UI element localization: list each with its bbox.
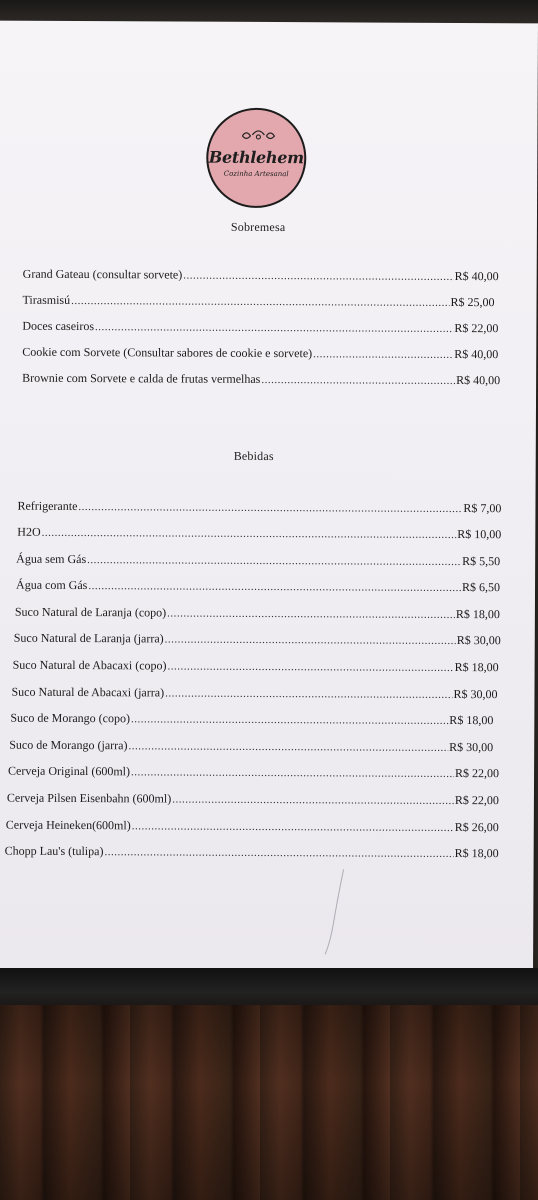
- menu-item: [16, 578, 500, 597]
- item-name: Doces caseiros: [22, 318, 95, 334]
- menu-sheet: [0, 21, 538, 974]
- item-price: R$ 18,00: [454, 845, 499, 861]
- item-name: Cookie com Sorvete (Consultar sabores de cookie e sorvete): [22, 344, 313, 361]
- menu-item: [10, 711, 493, 730]
- item-price: R$ 30,00: [456, 632, 501, 648]
- dot-leader: [131, 713, 448, 727]
- dot-leader: [261, 374, 455, 387]
- restaurant-logo: [206, 108, 307, 209]
- menu-sleeve-edge: [0, 968, 538, 1008]
- menu-item: [15, 605, 500, 624]
- dot-leader: [168, 660, 454, 673]
- menu-item: [16, 552, 500, 571]
- item-name: Tirasmisú: [22, 292, 71, 307]
- item-name: Suco Natural de Laranja (jarra): [13, 630, 164, 646]
- item-price: R$ 6,50: [461, 580, 501, 595]
- menu-item: [14, 631, 501, 650]
- menu-item: [5, 844, 499, 863]
- item-price: R$ 40,00: [454, 268, 499, 284]
- dot-leader: [132, 820, 454, 834]
- dot-leader: [313, 348, 453, 361]
- item-price: R$ 30,00: [449, 739, 494, 755]
- menu-item: [11, 685, 497, 704]
- dot-leader: [165, 687, 452, 701]
- item-name: Água sem Gás: [16, 551, 87, 567]
- section-title-bebidas: Bebidas: [233, 448, 274, 464]
- menu-item: [22, 293, 494, 311]
- item-name: Brownie com Sorvete e calda de frutas vermelhas: [22, 370, 261, 386]
- menu-item: [9, 738, 493, 757]
- item-price: R$ 30,00: [453, 686, 498, 702]
- dot-leader: [172, 794, 454, 807]
- dot-leader: [87, 554, 461, 568]
- menu-item: [17, 525, 501, 544]
- menu-item: [13, 658, 499, 677]
- menu-item: [23, 267, 499, 285]
- dot-leader: [95, 321, 453, 335]
- item-price: R$ 22,00: [455, 765, 500, 781]
- item-name: Refrigerante: [17, 498, 78, 514]
- dot-leader: [131, 766, 454, 780]
- item-price: R$ 40,00: [456, 372, 501, 388]
- item-name: Cerveja Original (600ml): [8, 763, 131, 779]
- logo-subtitle: Cozinha Artesanal: [223, 169, 289, 179]
- item-price: R$ 26,00: [454, 819, 499, 835]
- item-price: R$ 7,00: [463, 501, 502, 516]
- section-title-sobremesa: Sobremesa: [230, 219, 286, 235]
- item-price: R$ 5,50: [462, 554, 501, 569]
- menu-item: [22, 371, 500, 390]
- wooden-table: [0, 1005, 538, 1200]
- item-name: Grand Gateau (consultar sorvete): [22, 266, 183, 282]
- item-price: R$ 18,00: [449, 712, 494, 728]
- dot-leader: [104, 846, 453, 860]
- dot-leader: [88, 580, 461, 594]
- dot-leader: [42, 527, 457, 541]
- item-name: Água com Gás: [16, 577, 88, 593]
- logo-name: Bethlehem: [208, 147, 304, 168]
- menu-item: [22, 345, 498, 363]
- item-name: Suco de Morango (copo): [10, 710, 131, 726]
- item-price: R$ 40,00: [454, 346, 499, 362]
- item-name: Cerveja Pilsen Eisenbahn (600ml): [6, 790, 172, 806]
- item-price: R$ 18,00: [455, 606, 500, 622]
- dot-leader: [183, 270, 453, 283]
- menu-item: [22, 319, 498, 337]
- item-name: Suco Natural de Abacaxi (copo): [12, 657, 167, 673]
- dot-leader: [128, 740, 448, 754]
- menu-item: [8, 764, 499, 783]
- item-price: R$ 18,00: [454, 659, 499, 675]
- menu-item: [7, 791, 499, 810]
- menu-item: [6, 818, 499, 837]
- dot-leader: [78, 501, 462, 515]
- paper-crease: [313, 867, 353, 957]
- dot-leader: [165, 633, 456, 647]
- item-name: Suco Natural de Laranja (copo): [14, 604, 167, 620]
- item-name: Chopp Lau's (tulipa): [4, 843, 104, 859]
- item-name: Suco Natural de Abacaxi (jarra): [11, 684, 165, 700]
- item-price: R$ 22,00: [454, 320, 499, 336]
- item-name: Cerveja Heineken(600ml): [5, 817, 131, 833]
- menu-item: [17, 499, 501, 518]
- item-price: R$ 25,00: [450, 294, 495, 310]
- ornament-icon: [238, 128, 278, 142]
- item-name: H2O: [17, 524, 41, 539]
- item-name: Suco de Morango (jarra): [9, 737, 128, 753]
- item-price: R$ 10,00: [457, 526, 502, 542]
- item-price: R$ 22,00: [454, 792, 499, 808]
- dot-leader: [71, 295, 449, 309]
- dot-leader: [167, 607, 455, 621]
